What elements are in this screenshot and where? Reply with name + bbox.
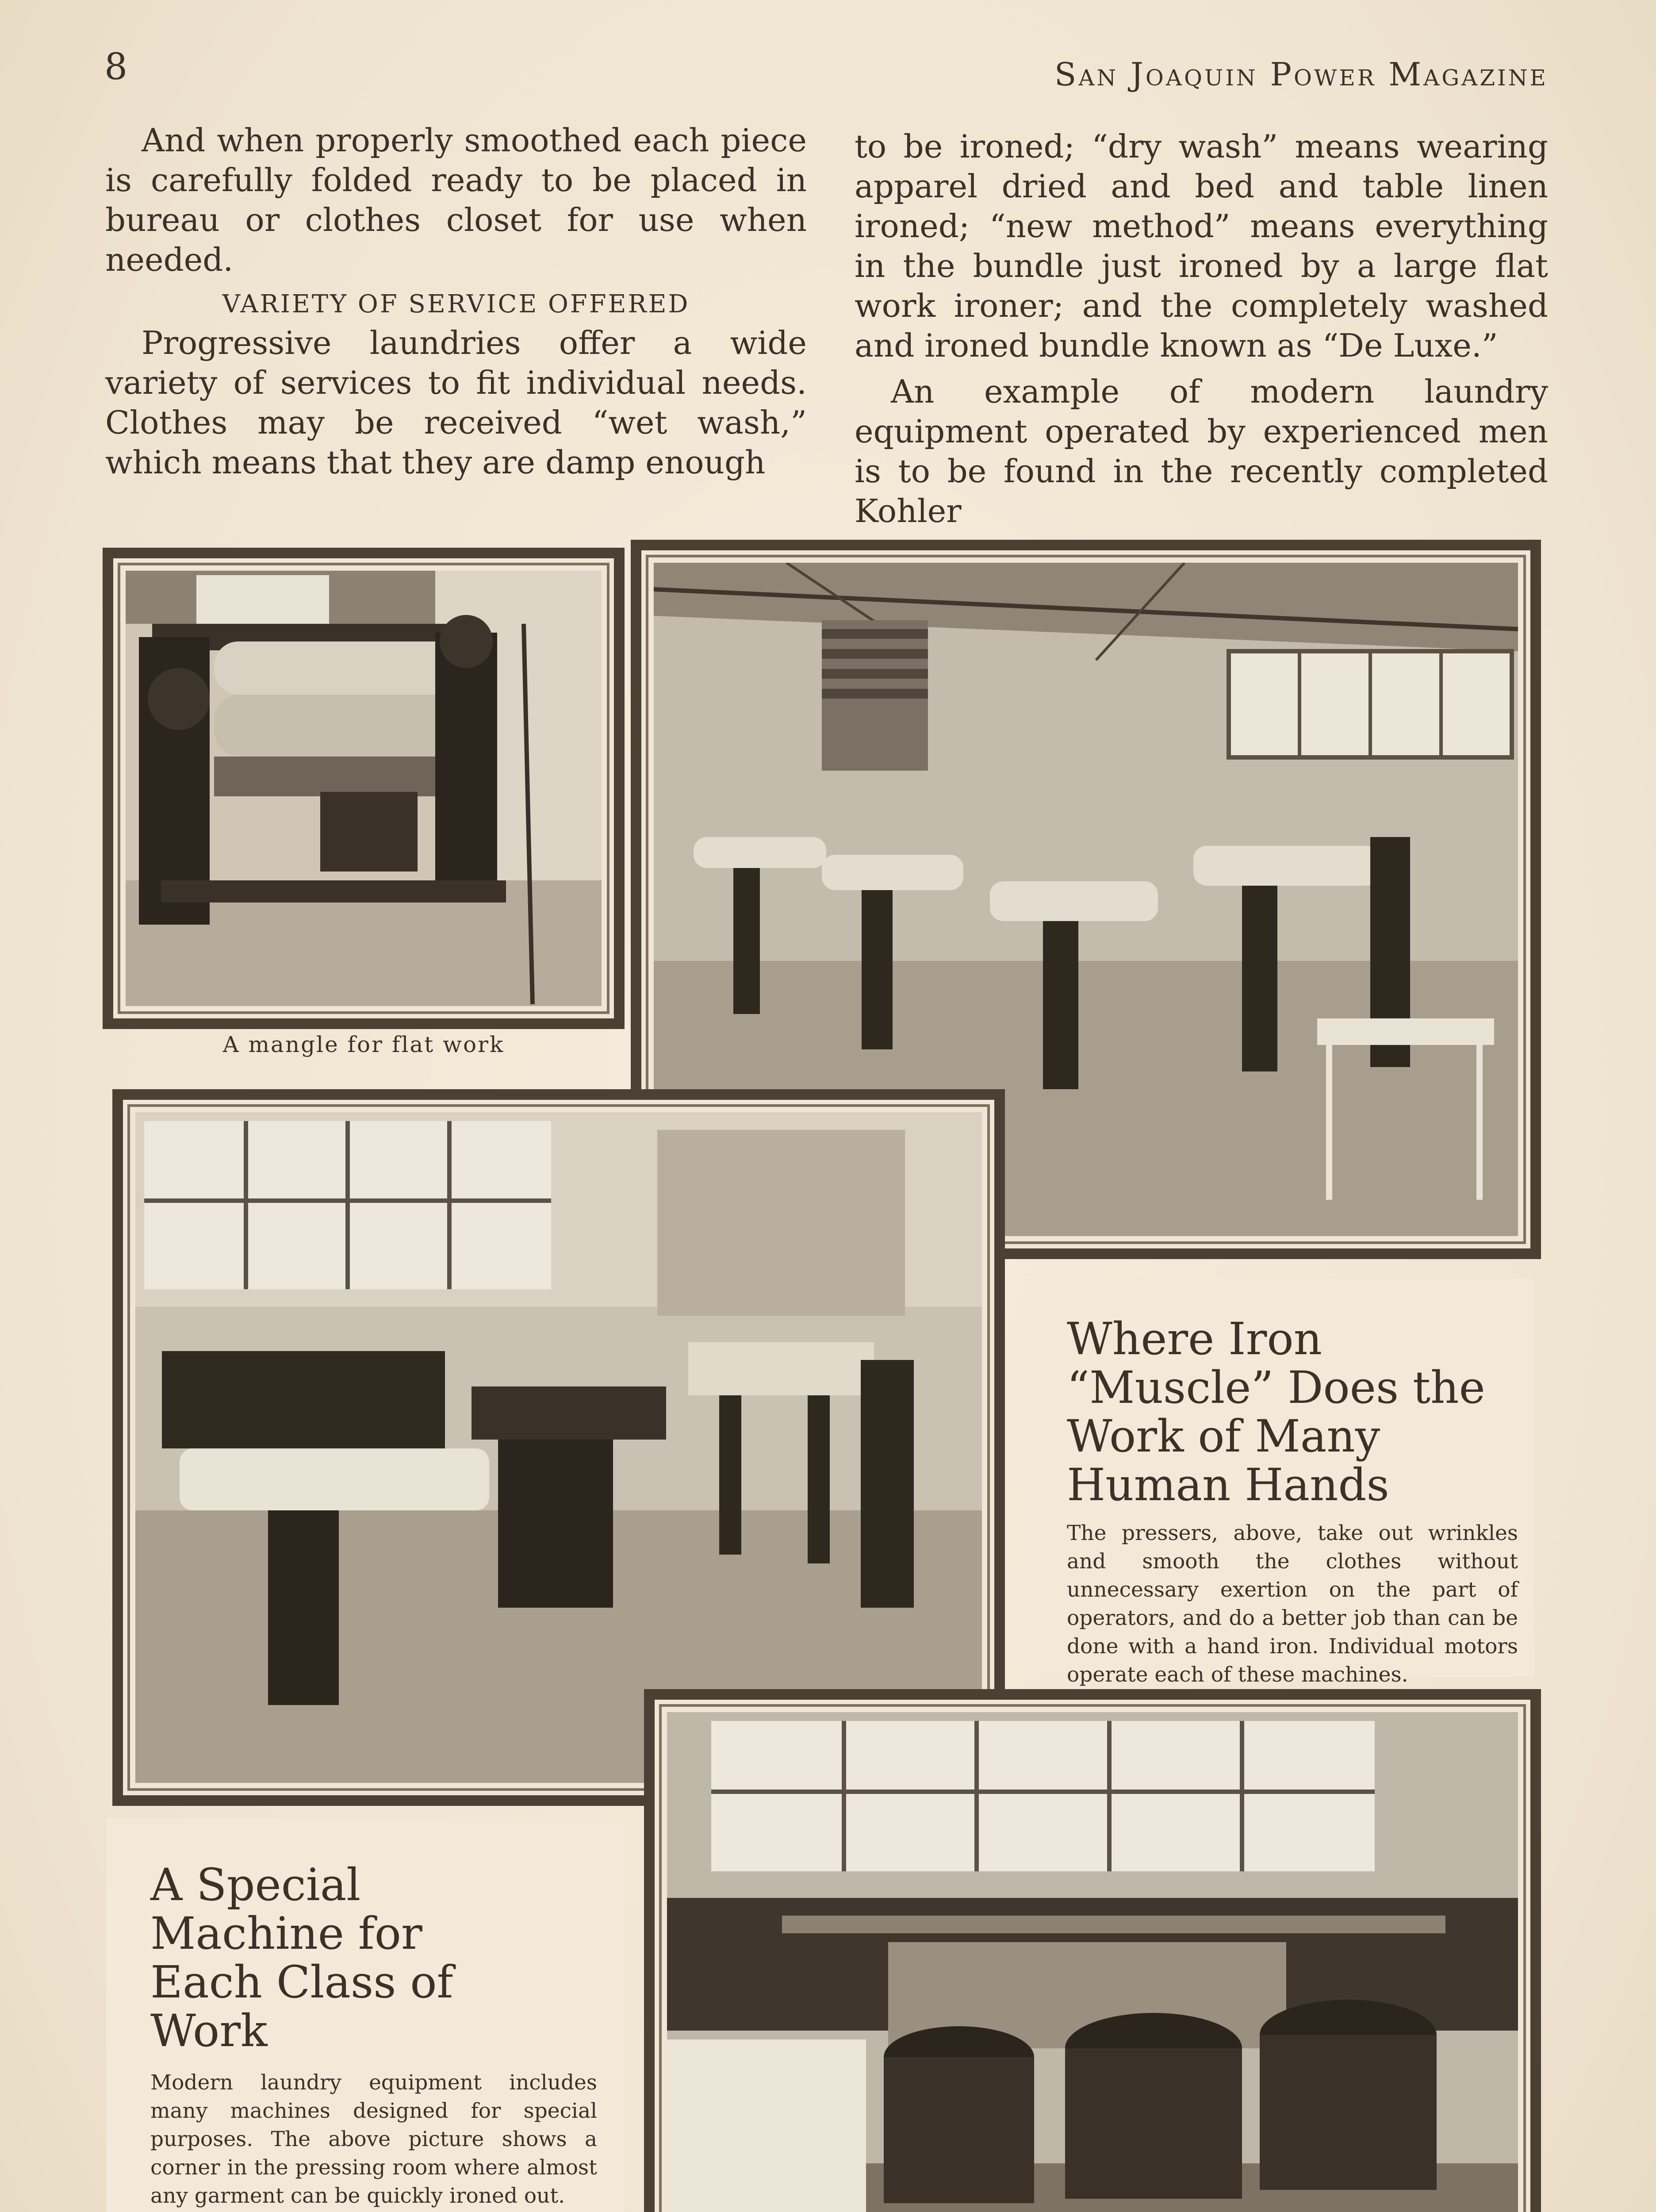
section-subheading: VARIETY OF SERVICE OFFERED bbox=[222, 290, 690, 319]
article-paragraph: Progressive laundries offer a wide variety of services to fit individual needs. Clothes may be received “wet wash,” which means that they are damp enough bbox=[105, 324, 807, 481]
article-paragraph: And when properly smoothed each piece is carefully folded ready to be placed in bureau or clothes closet for use when needed. bbox=[105, 122, 807, 278]
mangle-illustration bbox=[126, 571, 602, 1006]
special-machine-heading: A Special Machine for Each Class of Work bbox=[150, 1859, 453, 2057]
article-right-column bbox=[855, 127, 1548, 531]
presser-caption-body: The pressers, above, take out wrinkles and smooth the clothes without unnecessary exertion on the part of operators, and do a better job than can be done with a hand iron. Individual motors operate each of these machines. bbox=[1067, 1521, 1518, 1687]
photo-mangle bbox=[103, 548, 625, 1029]
presser-caption-heading: Where Iron “Muscle” Does the Work of Many Human Hands bbox=[1067, 1313, 1485, 1511]
presser-caption-box bbox=[1024, 1279, 1534, 1687]
article-paragraph: An example of modern laundry equipment operated by experienced men is to be found in the recently completed Kohler bbox=[855, 373, 1548, 530]
pressing-corner-illustration bbox=[135, 1112, 982, 1783]
special-machine-caption-box bbox=[106, 1818, 624, 2212]
running-head: San Joaquin Power Magazine bbox=[1054, 56, 1548, 93]
article-paragraph: to be ironed; “dry wash” means wearing apparel dried and bed and table linen ironed; “new method” means everything in the bundle just ironed by a large flat work ironer; and the completely washed and ironed bundle known as “De Luxe.” bbox=[855, 128, 1548, 364]
special-machine-body-1: Modern laundry equipment includes many machines designed for special purposes. The above picture shows a corner in the pressing room where almost any garment can be quickly ironed out. bbox=[150, 2070, 597, 2208]
mangle-caption: A mangle for flat work bbox=[222, 1032, 505, 1057]
page-number: 8 bbox=[104, 46, 128, 88]
extractors-illustration bbox=[667, 1712, 1518, 2212]
photo-extractors bbox=[644, 1689, 1541, 2212]
article-left-column bbox=[105, 120, 807, 482]
